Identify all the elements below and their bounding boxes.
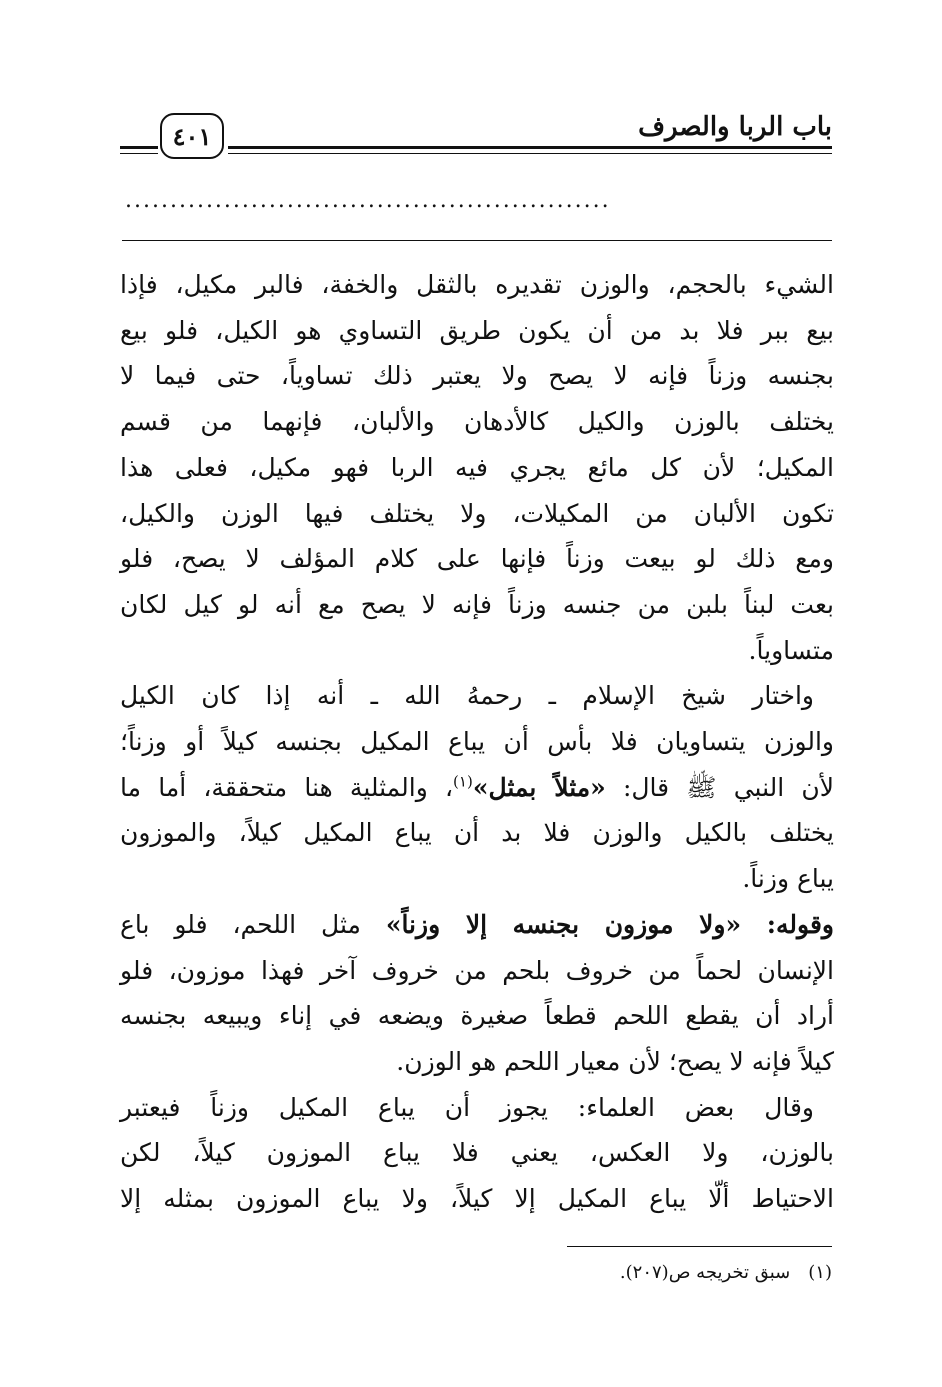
dotted-separator: ...................................................... (125, 190, 611, 212)
p2-line-with-quote (120, 765, 834, 811)
p2-text: لأن النبي ﷺ قال: (605, 772, 834, 802)
p1-line: بجنسه وزناً فإنه لا يصح ولا يعتبر ذلك تساوياً، حتى فيما لا (120, 361, 834, 391)
header-rule-thick (228, 146, 832, 149)
p1-line: ومع ذلك لو بيعت وزناً فإنها على كلام المؤلف لا يصح، فلو (120, 544, 834, 574)
page-number: ٤٠١ (160, 113, 224, 159)
lead-word: وقوله: (741, 909, 834, 939)
header-rule-thin (228, 153, 832, 154)
p1-line: بيع ببر فلا بد من أن يكون طريق التساوي هو الكيل، فلو بيع (120, 315, 834, 345)
footnote (620, 1262, 832, 1283)
matn-quote: «ولا موزون بجنسه إلا وزناً» (385, 909, 742, 939)
top-divider (122, 240, 832, 241)
footnote-number: (١) (808, 1262, 832, 1283)
footnote-ref: (١) (453, 772, 473, 791)
p1-line: يختلف بالوزن والكيل كالأدهان والألبان، فإنهما من قسم (120, 407, 834, 437)
p4-line: الاحتياط ألّا يباع المكيل إلا كيلاً، ولا يباع الموزون بمثله إلا (120, 1184, 834, 1214)
p2-line: والوزن يتساويان فلا بأس أن يباع المكيل بجنسه كيلاً أو وزناً؛ (120, 727, 834, 757)
p4-line: بالوزن، ولا العكس، يعني فلا يباع الموزون كيلاً، لكن (120, 1138, 834, 1168)
p1-line: بعت لبناً بلبن من جنسه وزناً فإنه لا يصح مع أنه لو كيل لكان (120, 589, 834, 619)
p4-line: وقال بعض العلماء: يجوز أن يباع المكيل وزناً فيعتبر (120, 1092, 814, 1122)
p2-line: يباع وزناً. (742, 864, 834, 894)
p3-line-with-quote (120, 902, 834, 948)
p1-line: المكيل؛ لأن كل مائع يجري فيه الربا فهو مكيل، فعلى هذا (120, 452, 834, 482)
p1-line: تكون الألبان من المكيلات، ولا يختلف فيها الوزن والكيل، (120, 498, 834, 528)
p3-line: كيلاً فإنه لا يصح؛ لأن معيار اللحم هو الوزن. (396, 1046, 834, 1076)
hadith-quote: «مثلاً بمثل» (472, 772, 606, 802)
p3-line: الإنسان لحماً من خروف بلحم من خروف آخر فهذا موزون، فلو (120, 955, 834, 985)
p2-text: ، والمثلية هنا متحققة، أما ما (120, 772, 454, 802)
p1-line: متساوياً. (748, 635, 834, 665)
p3-text: مثل اللحم، فلو باع (120, 909, 386, 939)
footnote-text: سبق تخريجه ص(٢٠٧). (619, 1262, 791, 1283)
p3-line: أراد أن يقطع اللحم قطعاً صغيرة ويضعه في إناء ويبيعه بجنسه (120, 1001, 834, 1031)
p2-line: واختار شيخ الإسلام ـ رحمهُ الله ـ أنه إذا كان الكيل (120, 681, 814, 711)
chapter-title: باب الربا والصرف (638, 112, 832, 142)
body-text (120, 262, 834, 1222)
header-rule-left-thin (120, 153, 158, 154)
p2-line: يختلف بالكيل والوزن فلا بد أن يباع المكيل كيلاً، والموزون (120, 818, 834, 848)
p1-line: الشيء بالحجم، والوزن تقديره بالثقل والخفة، فالبر مكيل، فإذا (120, 270, 834, 299)
header-rule-left-thick (120, 146, 158, 149)
footnote-divider (567, 1246, 832, 1247)
